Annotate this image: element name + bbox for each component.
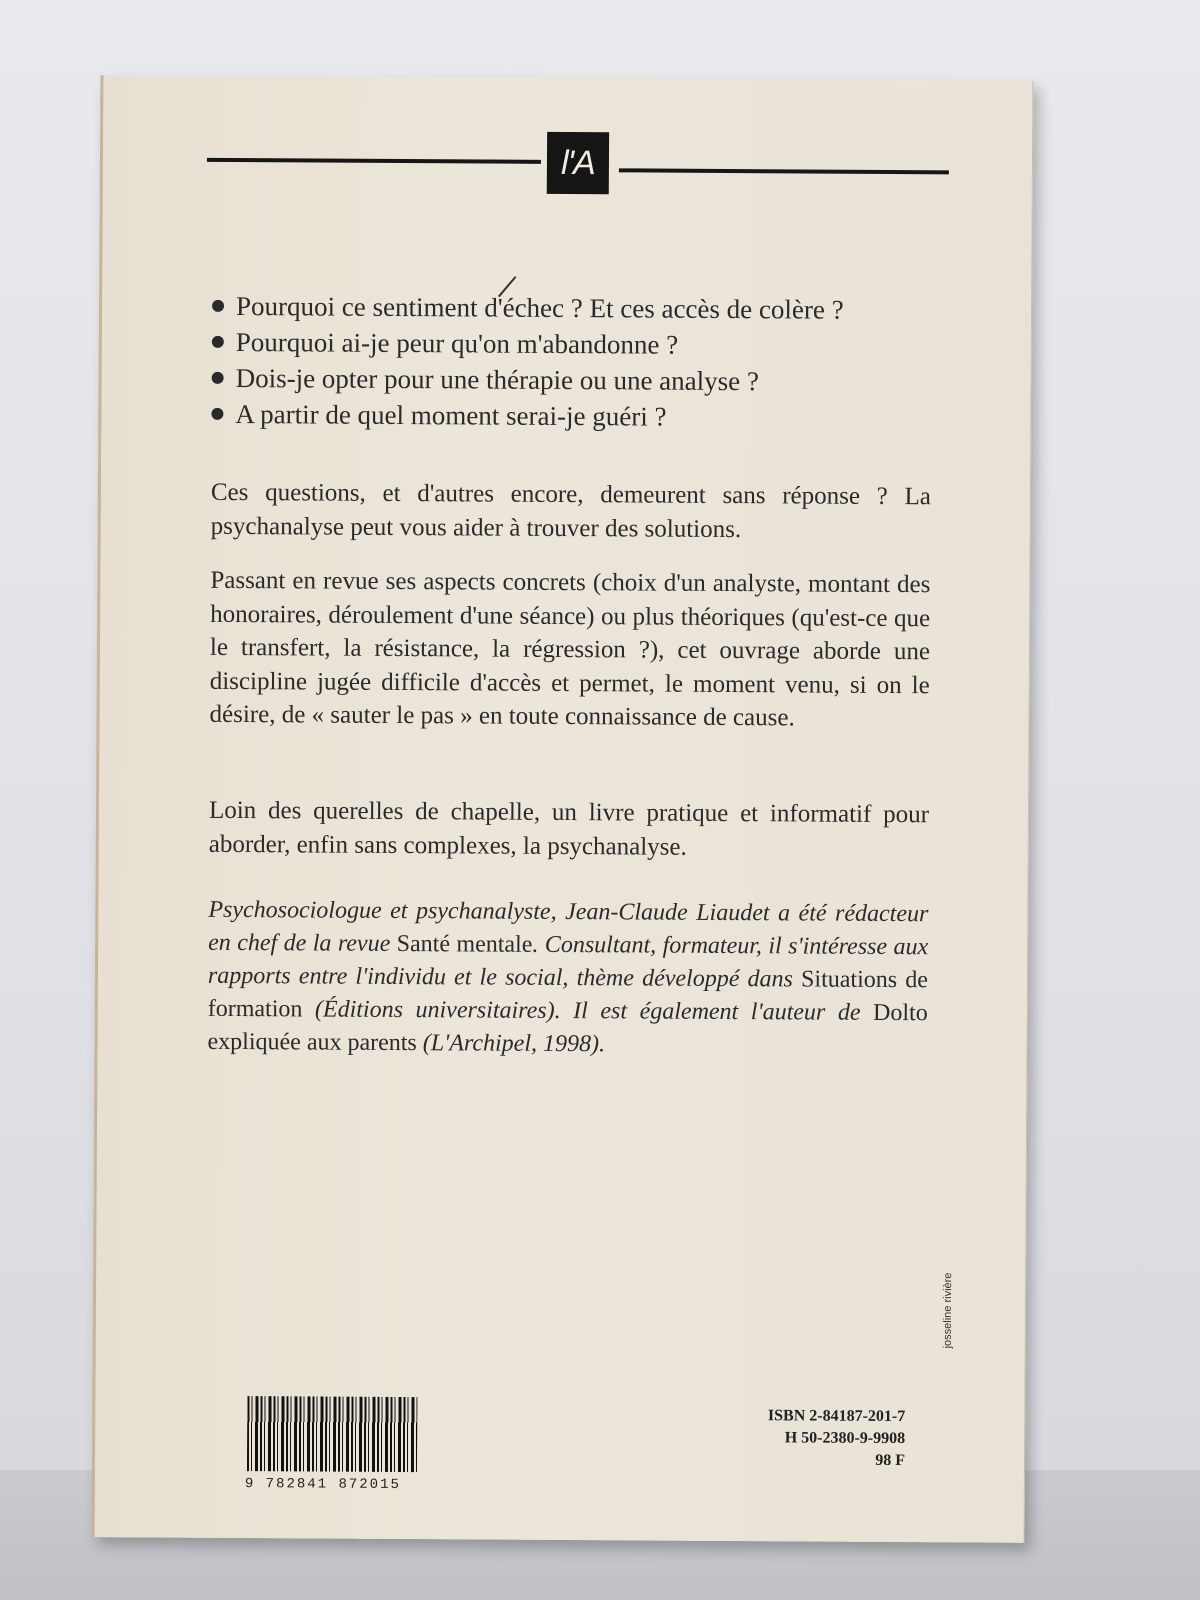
photo-credit: josseline rivière (941, 1272, 955, 1349)
paragraph-intro: Ces questions, et d'autres encore, demeurent sans réponse ? La psychanalyse peut vous aider à trouver des solutions. (210, 478, 931, 543)
paragraph-description: Passant en revue ses aspects concrets (choix d'un analyste, montant des honoraires, déroulement d'une séance) ou plus théoriques (qu'est-ce que le transfert, la résistance, la régression ?), cet ouvrage aborde une discipline jugée difficile d'accès et permet, le moment venu, si on le désire, de « sauter le pas » en toute connaissance de cause. (209, 566, 931, 732)
list-item: Dois-je opter pour une thérapie ou une analyse ? (212, 360, 932, 400)
question-list (211, 288, 932, 436)
barcode-number: 9 782841 872015 (244, 1476, 401, 1494)
product-code: H 50-2380-9-9908 (784, 1429, 906, 1448)
list-item: Pourquoi ce sentiment d'échec ? Et ces accès de colère ? (212, 288, 932, 328)
price: 98 F (875, 1451, 906, 1470)
bullet-icon (212, 300, 224, 312)
bullet-icon (211, 408, 223, 420)
isbn: ISBN 2-84187-201-7 (767, 1407, 906, 1426)
paragraph-conclusion: Loin des querelles de chapelle, un livre pratique et informatif pour aborder, enfin sans complexes, la psychanalyse. (208, 796, 930, 861)
list-item: Pourquoi ai-je peur qu'on m'abandonne ? (212, 324, 932, 364)
barcode (247, 1396, 417, 1472)
list-item: A partir de quel moment serai-je guéri ? (211, 396, 931, 436)
isbn-block (768, 1405, 906, 1472)
book-back-cover (92, 75, 1034, 1543)
bullet-icon (212, 336, 224, 348)
bullet-icon (212, 372, 224, 384)
top-rule-right (619, 168, 949, 174)
top-rule-left (207, 158, 541, 164)
publisher-logo: l'A (547, 132, 609, 194)
author-bio: Psychosociologue et psychanalyste, Jean-Claude Liaudet a été rédacteur en chef de la revue Santé mentale. Consultant, formateur, il s'intéresse aux rapports entre l'individu et le social, thème développé dans Situations de formation (Éditions universitaires). Il est également l'auteur de Dolto expliquée aux parents (L'Archipel, 1998). (207, 896, 929, 1058)
